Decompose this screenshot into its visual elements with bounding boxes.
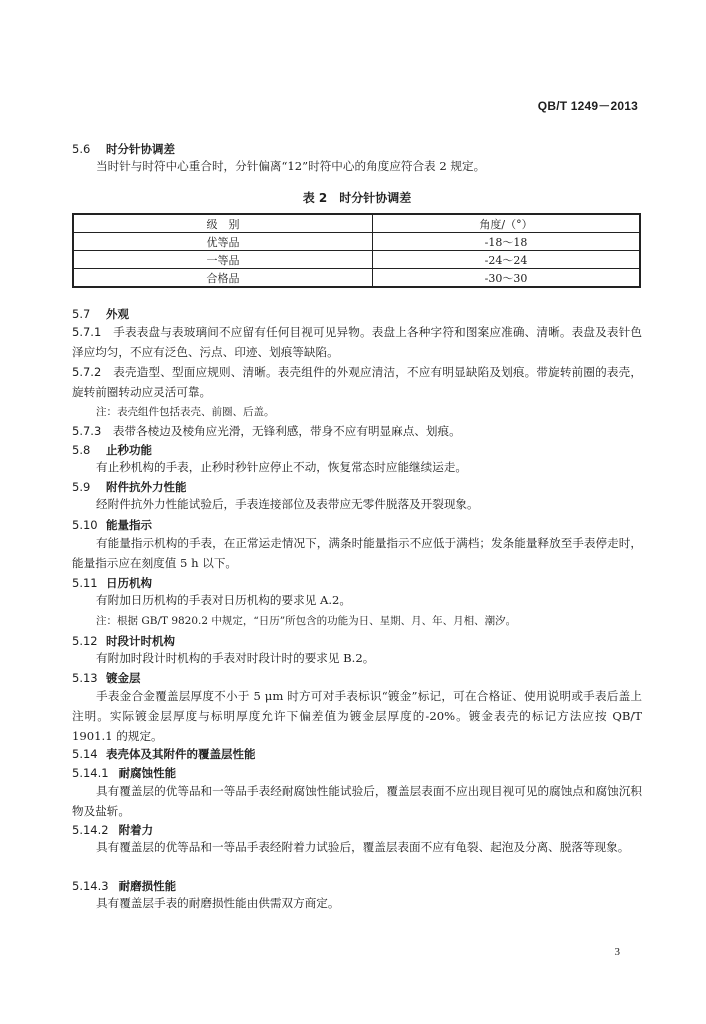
section-number: 5.7.3 (72, 424, 102, 438)
section-title: 耐磨损性能 (118, 879, 177, 893)
section-5-10-heading (72, 517, 642, 533)
section-5-8-heading (72, 442, 642, 458)
section-number: 5.12 (72, 634, 98, 648)
section-title: 镀金层 (106, 671, 141, 685)
table-row (73, 233, 640, 251)
section-5-14-1-heading (72, 765, 642, 781)
standard-number: QB/T 1249－2013 (537, 99, 638, 113)
section-title: 表壳体及其附件的覆盖层性能 (106, 747, 256, 761)
cell-grade: 一等品 (73, 251, 373, 269)
page-number: 3 (614, 946, 620, 958)
section-5-14-3-heading (72, 878, 642, 894)
section-number: 5.14.1 (72, 766, 109, 780)
section-number: 5.9 (72, 480, 91, 494)
section-number: 5.6 (72, 142, 91, 156)
section-5-14-2-heading (72, 822, 642, 838)
section-title: 时分针协调差 (106, 142, 175, 156)
section-5-6-heading (72, 141, 642, 157)
header-angle: 角度/（°） (373, 214, 641, 233)
section-number: 5.7.1 (72, 325, 102, 339)
header-grade: 级 别 (73, 214, 373, 233)
section-text: 表壳造型、型面应规则、清晰。表壳组件的外观应清洁，不应有明显缺陷及划痕。带旋转前圈的表壳，旋转前圈转动应灵活可靠。 (72, 365, 642, 399)
section-number: 5.13 (72, 671, 98, 685)
section-number: 5.14.3 (72, 879, 109, 893)
section-5-6-text: 当时针与时符中心重合时，分针偏离“12”时符中心的角度应符合表 2 规定。 (96, 159, 486, 173)
section-number: 5.8 (72, 443, 91, 457)
section-5-12-text: 有附加时段计时机构的手表对时段计时的要求见 B.2。 (96, 651, 375, 665)
section-title: 能量指示 (106, 518, 152, 532)
section-5-14-2-text: 具有覆盖层的优等品和一等品手表经附着力试验后，覆盖层表面不应有龟裂、起泡及分离、脱落等现象。 (96, 840, 630, 854)
section-5-7-heading (72, 306, 642, 322)
section-5-13-heading (72, 670, 642, 686)
section-number: 5.7.2 (72, 365, 102, 379)
cell-grade: 优等品 (73, 233, 373, 251)
section-title: 日历机构 (106, 576, 152, 590)
section-number: 5.7 (72, 307, 91, 321)
section-title: 附件抗外力性能 (106, 480, 187, 494)
table-header-row (73, 214, 640, 233)
cell-grade: 合格品 (73, 269, 373, 288)
section-5-12-heading (72, 633, 642, 649)
section-5-14-1-text: 具有覆盖层的优等品和一等品手表经耐腐蚀性能试验后，覆盖层表面不应出现目视可见的腐蚀点和腐蚀沉积物及盐斩。 (72, 784, 642, 818)
section-5-7-2 (72, 362, 642, 402)
section-number: 5.14.2 (72, 823, 109, 837)
section-5-7-3 (72, 421, 642, 441)
section-text: 手表表盘与表玻璃间不应留有任何目视可见异物。表盘上各种字符和图案应准确、清晰。表盘及表针色泽应均匀，不应有泛色、污点、印迹、划痕等缺陷。 (72, 325, 642, 359)
section-5-10-text: 有能量指示机构的手表，在正常运走情况下，满条时能量指示不应低于满档；发条能量释放至手表停走时，能量指示应在刻度值 5 h 以下。 (72, 536, 642, 570)
note-case-components: 注：表壳组件包括表壳、前圈、后盖。 (96, 406, 275, 418)
section-5-9-text: 经附件抗外力性能试验后，手表连接部位及表带应无零件脱落及开裂现象。 (96, 497, 479, 511)
section-number: 5.10 (72, 518, 98, 532)
cell-angle: -30～30 (373, 269, 641, 288)
table-2-caption: 表 2 时分针协调差 (302, 191, 412, 205)
cell-angle: -24～24 (373, 251, 641, 269)
note-calendar: 注：根据 GB/T 9820.2 中规定，“日历”所包含的功能为日、星期、月、年、月相、潮汐。 (96, 615, 517, 627)
section-title: 耐腐蚀性能 (118, 766, 177, 780)
section-text: 表带各棱边及棱角应光滑，无锋利感，带身不应有明显麻点、划痕。 (112, 424, 461, 438)
section-5-14-heading (72, 746, 642, 762)
section-5-8-text: 有止秒机构的手表，止秒时秒针应停止不动，恢复常态时应能继续运走。 (96, 460, 468, 474)
section-number: 5.14 (72, 747, 98, 761)
section-title: 止秒功能 (106, 443, 152, 457)
section-title: 时段计时机构 (106, 634, 175, 648)
section-5-13-text: 手表金合金覆盖层厚度不小于 5 μm 时方可对手表标识“镀金”标记，可在合格证、使用说明或手表后盖上注明。实际镀金层厚度与标明厚度允许下偏差值为镀金层厚度的-20%。镀金表壳的标记方法应按 QB/T 1901.1 的规定。 (72, 689, 642, 743)
cell-angle: -18～18 (373, 233, 641, 251)
section-5-14-3-text: 具有覆盖层手表的耐磨损性能由供需双方商定。 (96, 896, 340, 910)
section-5-11-text: 有附加日历机构的手表对日历机构的要求见 A.2。 (96, 593, 351, 607)
section-number: 5.11 (72, 576, 98, 590)
table-row (73, 251, 640, 269)
section-5-11-heading (72, 575, 642, 591)
table-2 (72, 213, 641, 288)
section-5-7-1 (72, 322, 642, 362)
section-title: 附着力 (118, 823, 154, 837)
section-5-9-heading (72, 479, 642, 495)
table-row (73, 269, 640, 288)
section-title: 外观 (106, 307, 129, 321)
